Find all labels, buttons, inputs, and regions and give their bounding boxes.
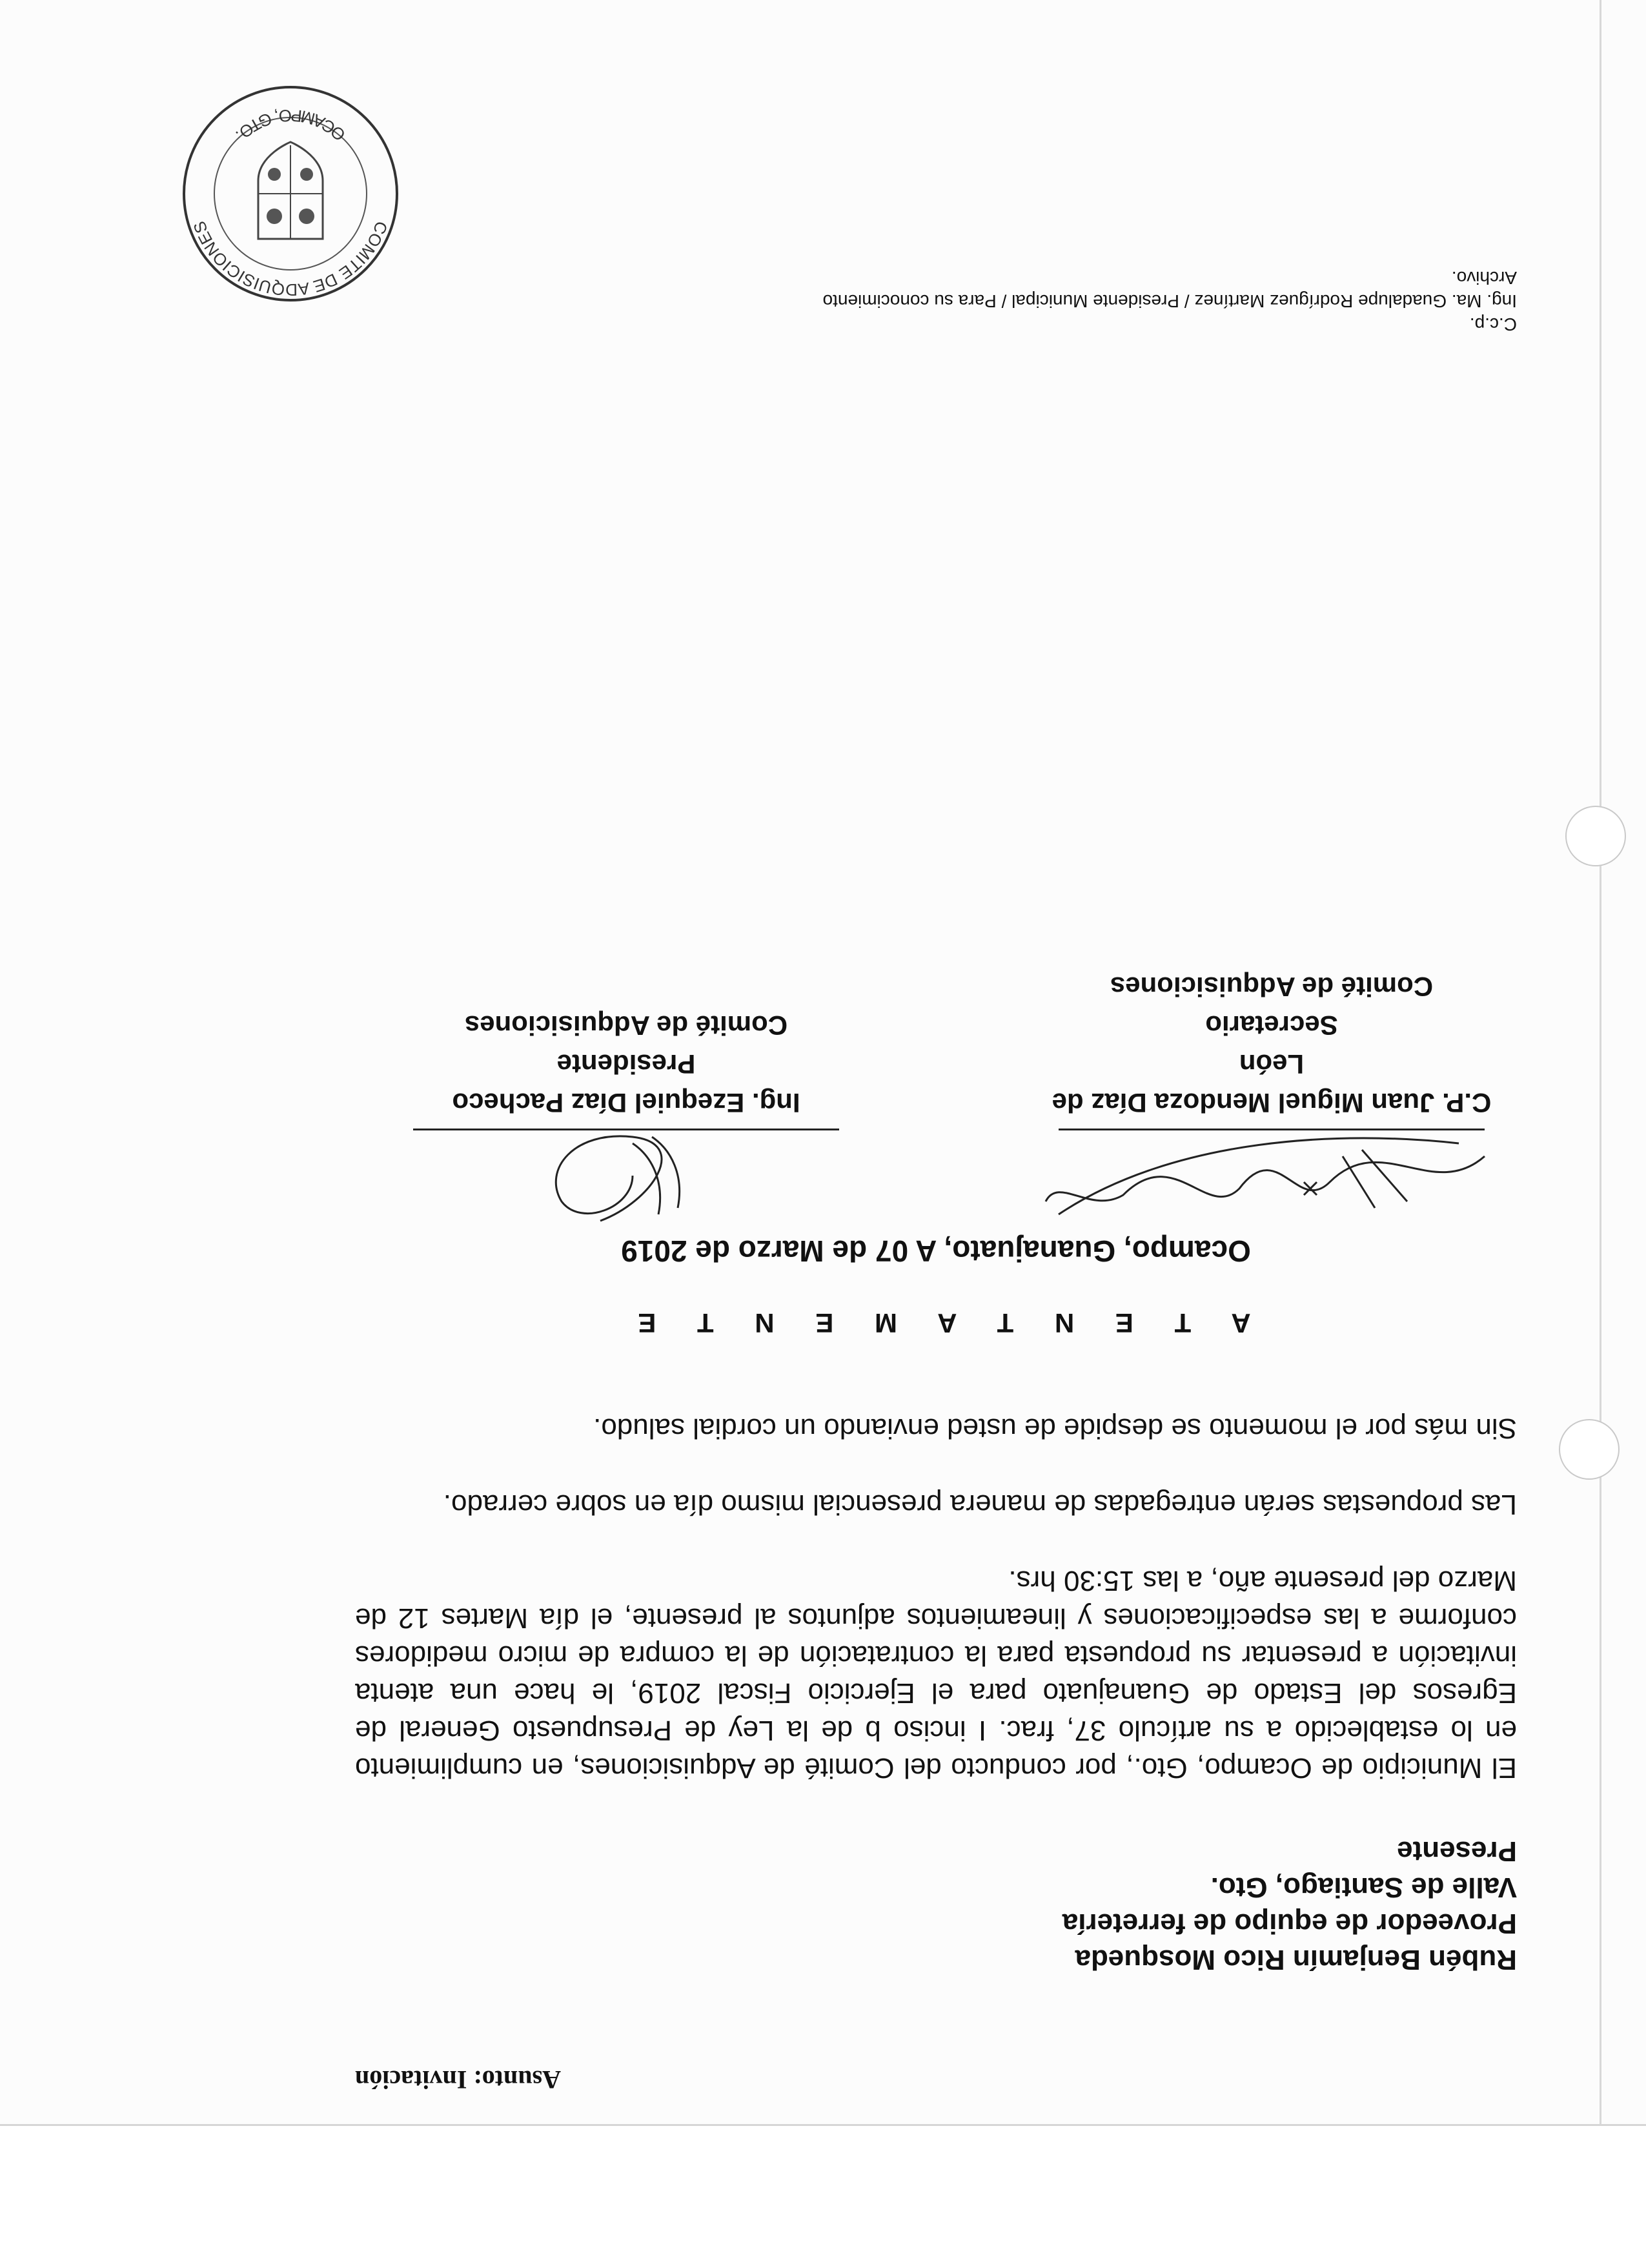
signer-role: Secretario bbox=[1205, 1010, 1338, 1041]
recipient-location: Valle de Santiago, Gto. bbox=[1210, 1872, 1517, 1903]
committee-seal-stamp bbox=[174, 77, 407, 310]
signer-role: Presidente bbox=[556, 1049, 696, 1079]
svg-text:OCAMPO, GTO.: OCAMPO, GTO. bbox=[232, 105, 349, 145]
closing-atentamente: A T E N T A M E N T E bbox=[621, 1308, 1251, 1338]
svg-text:COMITE DE ADQUISICIONES: COMITE DE ADQUISICIONES bbox=[189, 218, 392, 300]
letter-body bbox=[355, 930, 1517, 2095]
signature-block-presidente bbox=[400, 1006, 852, 1227]
place-date-line: Ocampo, Guanajuato, A 07 de Marzo de 2019 bbox=[621, 1234, 1251, 1268]
handwritten-signature-secretario bbox=[1033, 1130, 1510, 1227]
signer-committee: Comité de Adquisiciones bbox=[464, 1010, 788, 1041]
signer-name: Ing. Ezequiel Díaz Pacheco bbox=[452, 1088, 800, 1118]
signer-committee: Comité de Adquisiciones bbox=[1110, 972, 1434, 1002]
body-paragraph-invitation: El Municipio de Ocampo, Gto., por conducto del Comité de Adquisiciones, en cumplimiento en lo establecido a su artículo 37, frac. I inciso b de la Ley de Presupuesto General de Egresos del Estado de Guanajuato para el Ejercicio Fiscal 2019, le hace una atenta invitación a presentar su propuesta para la contratación de la compra de micro medidores conforme a las especificaciones y lineamientos adjuntos al presente, el día Martes 12 de Marzo del presente año, a las 15:30 hrs. bbox=[355, 1565, 1517, 1784]
recipient-block bbox=[355, 1833, 1517, 1977]
signature-line bbox=[1059, 1129, 1485, 1130]
recipient-name: Rubén Benjamín Rico Mosqueda bbox=[1075, 1944, 1517, 1976]
signature-line bbox=[413, 1129, 839, 1130]
ccp-recipient-line: Ing. Ma. Guadalupe Rodríguez Martínez / Presidente Municipal / Para su conocimiento bbox=[822, 291, 1517, 311]
recipient-presente: Presente bbox=[1397, 1835, 1517, 1867]
ccp-label: C.c.p. bbox=[1469, 314, 1517, 334]
recipient-title: Proveedor de equipo de ferretería bbox=[1062, 1908, 1517, 1939]
body-paragraph-delivery: Las propuestas serán entregadas de manera presencial mismo día en sobre cerrado. bbox=[443, 1489, 1517, 1520]
ccp-archive-line: Archivo. bbox=[1451, 268, 1517, 288]
body-paragraph-farewell: Sin más por el momento se despide de usted enviando un cordial saludo. bbox=[593, 1413, 1517, 1444]
subject-line: Asunto: Invitación bbox=[355, 2065, 561, 2094]
handwritten-signature-presidente bbox=[407, 1130, 846, 1227]
signature-block-secretario bbox=[1026, 967, 1517, 1227]
signer-name: C.P. Juan Miguel Mendoza Díaz de León bbox=[1052, 1049, 1492, 1118]
signature-section bbox=[355, 930, 1517, 1227]
ccp-block bbox=[613, 266, 1517, 336]
